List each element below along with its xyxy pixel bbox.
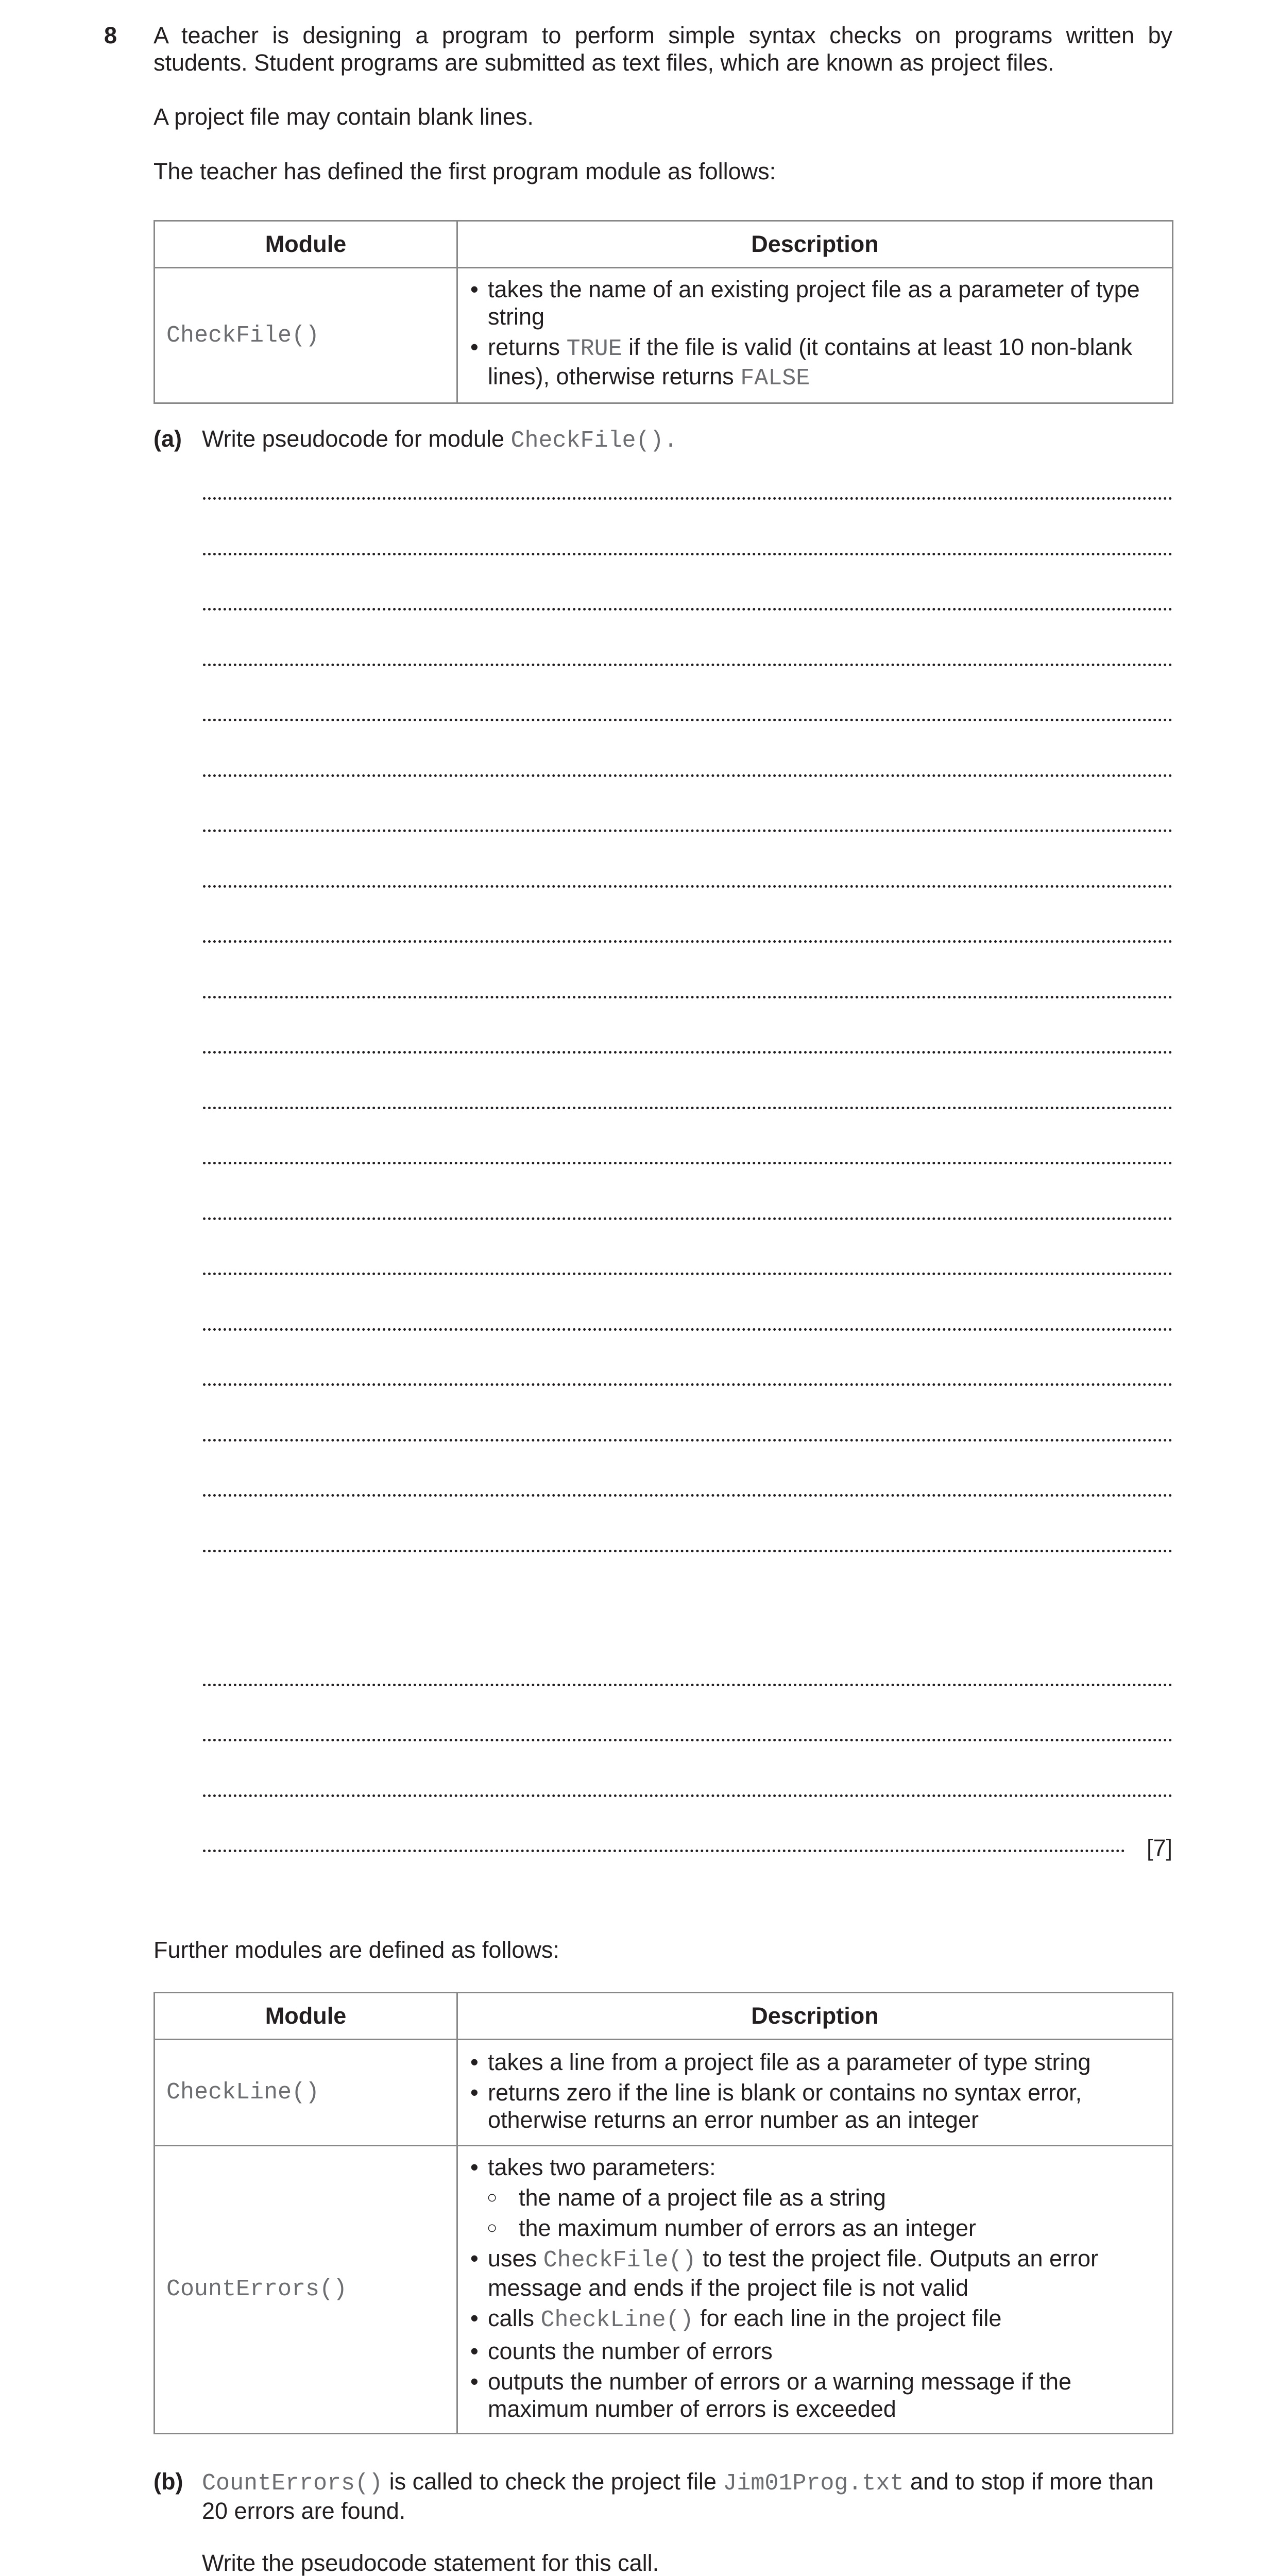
description-item: • takes a line from a project file as a parameter of type string (467, 2048, 1162, 2076)
code-false: FALSE (740, 365, 810, 392)
answer-line[interactable] (203, 940, 1172, 943)
description-subitem: ○ the name of a project file as a string (467, 2184, 1162, 2211)
table2-header-description: Description (457, 1993, 1173, 2040)
answer-line[interactable] (203, 608, 1172, 611)
code-checkline: CheckLine() (540, 2307, 694, 2334)
module-description (457, 2146, 1173, 2434)
table1-header-module: Module (155, 221, 457, 268)
question-number: 8 (104, 22, 117, 48)
answer-line[interactable] (203, 774, 1172, 777)
description-item: • returns TRUE if the file is valid (it contains at least 10 non-blank lines), otherwise returns FALSE (467, 333, 1162, 392)
module-name-counterrors: CountErrors() (155, 2146, 457, 2434)
intro-paragraph-2: A project file may contain blank lines. (154, 104, 534, 130)
part-b-label: (b) (154, 2468, 183, 2495)
answer-line[interactable] (203, 1162, 1172, 1164)
code-true: TRUE (566, 336, 622, 363)
description-item: • counts the number of errors (467, 2337, 1162, 2365)
answer-line[interactable] (203, 885, 1172, 888)
module-description (457, 268, 1173, 403)
answer-line[interactable] (203, 1684, 1172, 1686)
answer-line[interactable] (203, 1794, 1172, 1797)
answer-line[interactable] (203, 664, 1172, 666)
code-checkfile: CheckFile() (543, 2247, 696, 2274)
module-description (457, 2040, 1173, 2146)
answer-line[interactable] (203, 1550, 1172, 1552)
answer-line[interactable] (203, 996, 1172, 998)
description-item: • takes the name of an existing project file as a parameter of type string (467, 276, 1162, 330)
part-a-marks: [7] (1146, 1835, 1172, 1861)
further-modules-text: Further modules are defined as follows: (154, 1937, 559, 1963)
description-item: • calls CheckLine() for each line in the project file (467, 2304, 1162, 2334)
code-counterrors: CountErrors() (202, 2470, 383, 2497)
code-filename: Jim01Prog.txt (723, 2470, 904, 2497)
module-table-1 (154, 220, 1173, 404)
answer-line[interactable] (203, 553, 1172, 555)
part-b-instruction: Write the pseudocode statement for this call. (202, 2550, 659, 2576)
answer-line[interactable] (203, 1739, 1172, 1741)
table2-row-checkline (155, 2040, 1173, 2146)
answer-line[interactable] (203, 1217, 1172, 1220)
part-a-question: Write pseudocode for module CheckFile(). (202, 426, 678, 454)
description-item: • uses CheckFile() to test the project file. Outputs an error message and ends if the project file is not valid (467, 2245, 1162, 2301)
description-item: • takes two parameters: (467, 2154, 1162, 2181)
table2-row-counterrors (155, 2146, 1173, 2434)
code-checkfile: CheckFile(). (510, 428, 678, 454)
answer-line[interactable] (203, 1494, 1172, 1497)
module-table-2 (154, 1992, 1173, 2434)
part-a-label: (a) (154, 426, 182, 452)
module-name-checkfile: CheckFile() (155, 268, 457, 403)
intro-paragraph-3: The teacher has defined the first program module as follows: (154, 158, 776, 184)
answer-line[interactable] (203, 1383, 1172, 1386)
part-b-question: CountErrors() is called to check the project file Jim01Prog.txt and to stop if more than 20 errors are found. (202, 2468, 1154, 2524)
answer-line[interactable] (203, 1107, 1172, 1109)
answer-line[interactable] (203, 1328, 1172, 1331)
table1-header-description: Description (457, 221, 1173, 268)
answer-line[interactable] (203, 1439, 1172, 1442)
table2-header-module: Module (155, 1993, 457, 2040)
answer-line[interactable] (203, 1051, 1172, 1054)
table1-row-checkfile (155, 268, 1173, 403)
description-subitem: ○ the maximum number of errors as an integer (467, 2214, 1162, 2242)
description-item: • returns zero if the line is blank or contains no syntax error, otherwise returns an error number as an integer (467, 2079, 1162, 2133)
description-item: • outputs the number of errors or a warning message if the maximum number of errors is exceeded (467, 2368, 1162, 2422)
answer-line[interactable] (203, 719, 1172, 721)
answer-line[interactable] (203, 497, 1172, 500)
module-name-checkline: CheckLine() (155, 2040, 457, 2146)
answer-line[interactable] (203, 1850, 1125, 1852)
answer-line[interactable] (203, 829, 1172, 832)
intro-paragraph-1: A teacher is designing a program to perform simple syntax checks on programs written by students. Student programs are submitted as text files, which are known as project files. (154, 22, 1172, 76)
answer-line[interactable] (203, 1273, 1172, 1275)
